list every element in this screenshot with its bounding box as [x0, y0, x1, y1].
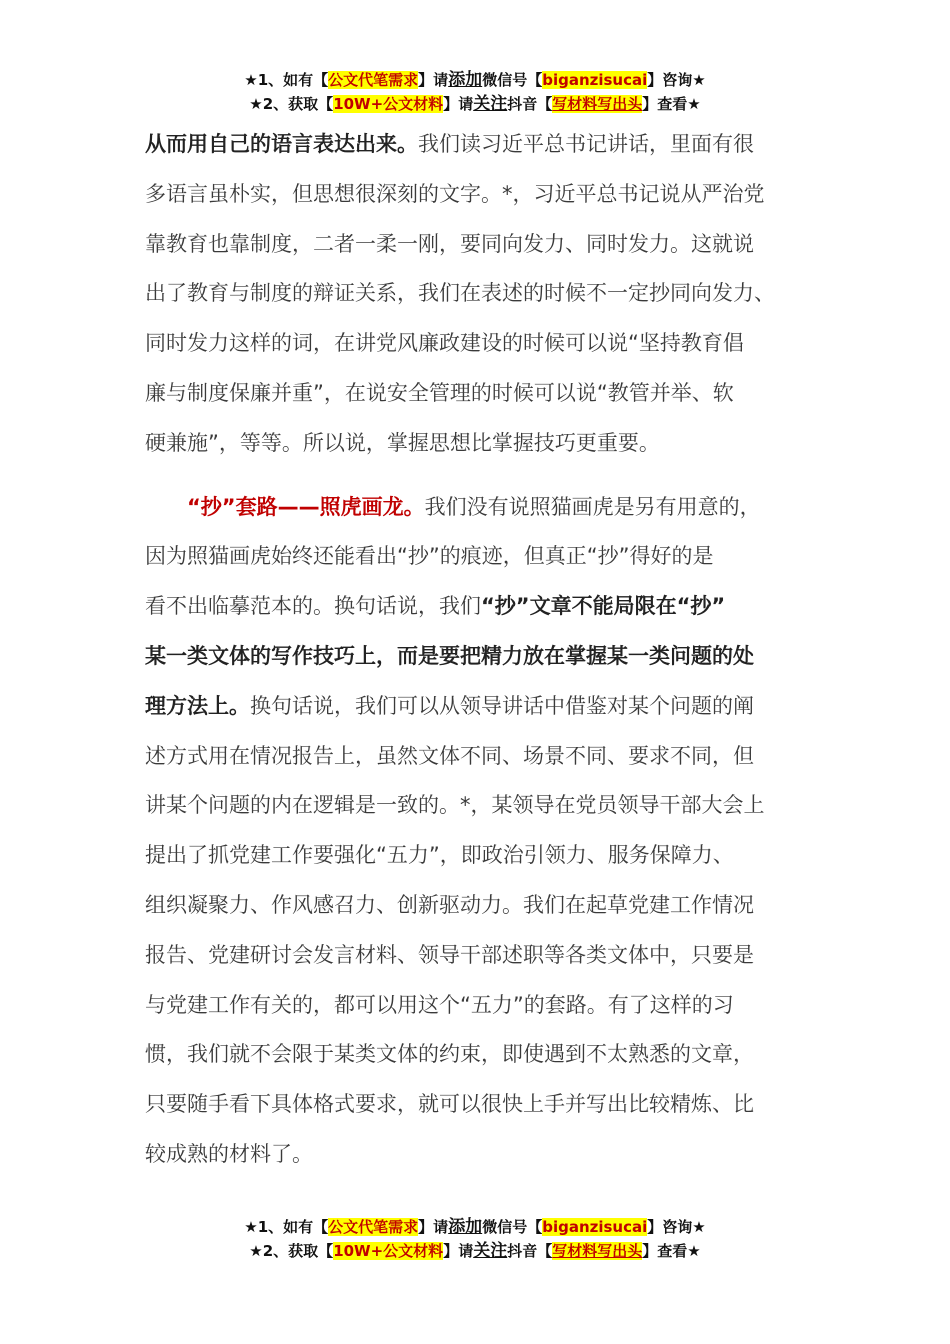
bold-text: 理方法上。	[145, 693, 250, 718]
banner-emphasis: 关注	[473, 1241, 508, 1261]
text-line: 多语言虽朴实，但思想很深刻的文字。*，习近平总书记说从严治党	[145, 181, 765, 206]
douyin-id-highlight: 写材料写出头	[552, 1242, 643, 1260]
banner-line-2	[0, 1239, 950, 1263]
banner-emphasis: 添加	[448, 70, 483, 90]
banner-text: 】请	[418, 1218, 449, 1236]
text-line: 硬兼施”，等等。所以说，掌握思想比掌握技巧更重要。	[145, 430, 660, 455]
banner-highlight: 10W+公文材料	[333, 95, 444, 113]
text-line: 只要随手看下具体格式要求，就可以很快上手并写出比较精炼、比	[145, 1092, 754, 1117]
banner-emphasis: 关注	[473, 94, 508, 114]
text: 看不出临摹范本的。换句话说，我们	[145, 594, 481, 619]
text-line: 讲某个问题的内在逻辑是一致的。*，某领导在党员领导干部大会上	[145, 793, 765, 818]
banner-text: 】咨询★	[647, 1218, 706, 1236]
footer-banner	[0, 1215, 950, 1263]
bold-text: “抄”文章不能局限在“抄”	[481, 594, 726, 619]
banner-text: 微信号【	[482, 71, 543, 89]
banner-emphasis: 添加	[448, 1217, 483, 1237]
wechat-id-highlight: biganzisucai	[542, 1218, 648, 1236]
douyin-id-highlight: 写材料写出头	[552, 95, 643, 113]
paragraph-2	[145, 483, 810, 1180]
text-line: 靠教育也靠制度，二者一柔一刚，要同向发力、同时发力。这就说	[145, 231, 754, 256]
banner-text: ★1、如有【	[244, 1218, 329, 1236]
banner-highlight: 公文代笔需求	[328, 71, 419, 89]
text-line	[145, 682, 810, 732]
banner-line-1	[0, 68, 950, 92]
header-banner	[0, 68, 950, 116]
text-line: 惯，我们就不会限于某类文体的约束，即使遇到不太熟悉的文章，	[145, 1042, 754, 1067]
paragraph-1	[145, 120, 810, 469]
banner-text: 】请	[443, 95, 474, 113]
text-line: 组织凝聚力、作风感召力、创新驱动力。我们在起草党建工作情况	[145, 892, 754, 917]
bold-text-line: 某一类文体的写作技巧上，而是要把精力放在掌握某一类问题的处	[145, 643, 754, 668]
banner-text: 】查看★	[642, 1242, 701, 1260]
text-line: 同时发力这样的词，在讲党风廉政建设的时候可以说“坚持教育倡	[145, 331, 744, 356]
text-line: 因为照猫画虎始终还能看出“抄”的痕迹，但真正“抄”得好的是	[145, 544, 714, 569]
banner-text: ★1、如有【	[244, 71, 329, 89]
text-line: 廉与制度保廉并重”，在说安全管理的时候可以说“教管并举、软	[145, 380, 734, 405]
banner-text: ★2、获取【	[249, 1242, 334, 1260]
text-line	[145, 120, 810, 170]
text-line	[145, 483, 810, 533]
text-line: 与党建工作有关的，都可以用这个“五力”的套路。有了这样的习	[145, 992, 734, 1017]
banner-text: ★2、获取【	[249, 95, 334, 113]
banner-text: 】咨询★	[647, 71, 706, 89]
text-line: 较成熟的材料了。	[145, 1141, 313, 1166]
document-body	[145, 120, 810, 1180]
text-line	[145, 582, 810, 632]
text: 换句话说，我们可以从领导讲话中借鉴对某个问题的阐	[250, 693, 754, 718]
banner-line-1	[0, 1215, 950, 1239]
wechat-id-highlight: biganzisucai	[542, 71, 648, 89]
text: 我们没有说照猫画虎是另有用意的，	[424, 494, 761, 519]
text-line: 提出了抓党建工作要强化“五力”，即政治引领力、服务保障力、	[145, 843, 734, 868]
banner-highlight: 公文代笔需求	[328, 1218, 419, 1236]
banner-text: 微信号【	[482, 1218, 543, 1236]
banner-highlight: 10W+公文材料	[333, 1242, 444, 1260]
bold-text: 从而用自己的语言表达出来。	[145, 132, 418, 156]
section-heading: “抄”套路——照虎画龙。	[187, 494, 425, 519]
banner-text: 】请	[443, 1242, 474, 1260]
text-line: 述方式用在情况报告上，虽然文体不同、场景不同、要求不同，但	[145, 743, 754, 768]
banner-text: 抖音【	[507, 1242, 553, 1260]
banner-line-2	[0, 92, 950, 116]
text-line: 报告、党建研讨会发言材料、领导干部述职等各类文体中，只要是	[145, 942, 754, 967]
text: 我们读习近平总书记讲话，里面有很	[418, 132, 754, 156]
text-line: 出了教育与制度的辩证关系，我们在表述的时候不一定抄同向发力、	[145, 281, 775, 306]
banner-text: 抖音【	[507, 95, 553, 113]
banner-text: 】请	[418, 71, 449, 89]
banner-text: 】查看★	[642, 95, 701, 113]
